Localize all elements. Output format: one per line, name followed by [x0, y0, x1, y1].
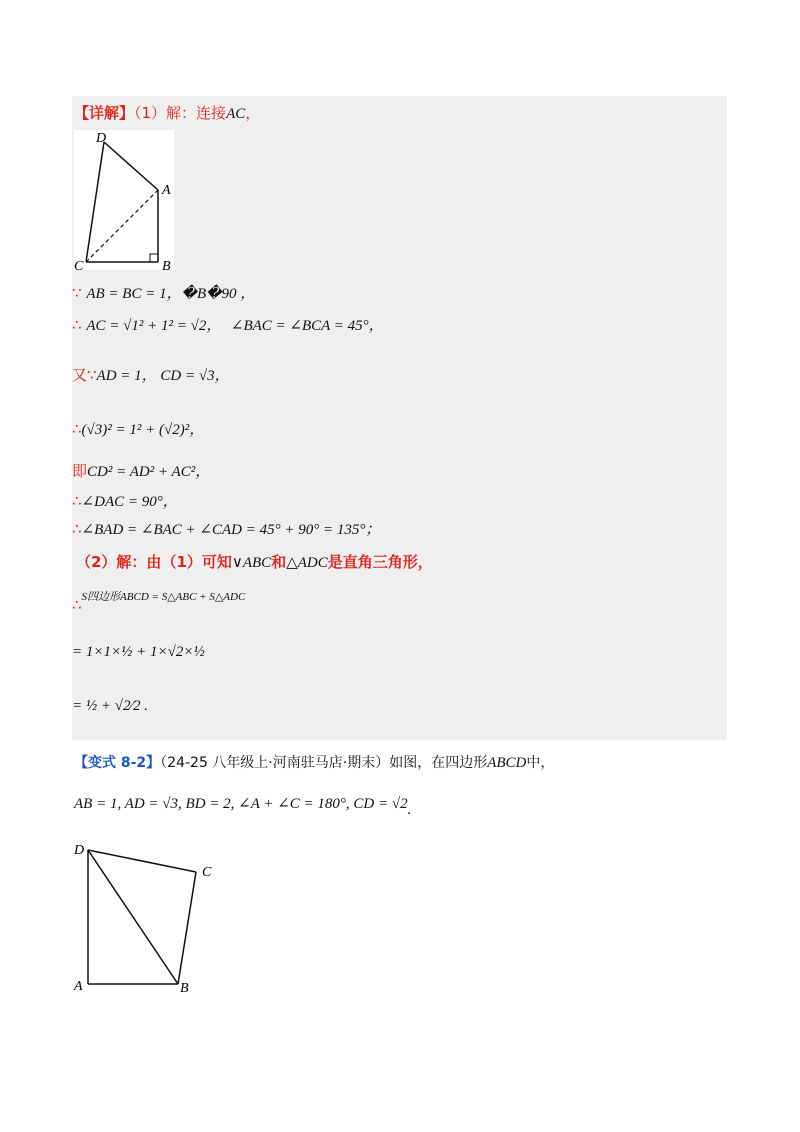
- fig1-label-a: A: [162, 183, 171, 198]
- comma: ，: [245, 104, 261, 122]
- line5-math: CD² = AD² + AC²，: [87, 464, 211, 480]
- part2-intro-line: [76, 551, 433, 572]
- variant-header-line: [74, 752, 554, 772]
- variant-end-dot: .: [407, 802, 412, 818]
- variant-conditions-line: [74, 794, 412, 818]
- solution-header-label: 【详解】: [74, 104, 135, 122]
- line-square-check: ∴(√3)² = 1² + (√2)²，: [72, 420, 205, 438]
- line4-math: (√3)² = 1² + (√2)²，: [81, 422, 205, 438]
- segment-ac: AC: [226, 106, 246, 122]
- line3-prefix: 又∵: [72, 366, 97, 384]
- part1-intro: （1）解：连接: [134, 104, 227, 122]
- fig1-label-c: C: [74, 259, 84, 270]
- part2-tri2: △ADC: [286, 555, 328, 571]
- line-angle-dac: ∴∠DAC = 90°，: [72, 492, 178, 510]
- line1-math: AB = BC = 1，�B�90 ，: [86, 286, 256, 302]
- variant-conditions: AB = 1, AD = √3, BD = 2, ∠A + ∠C = 180°, CD = √2: [74, 796, 408, 812]
- line-ad-cd: [72, 364, 230, 385]
- area-lhs: S四边形ABCD = S△ABC + S△ADC: [81, 591, 246, 603]
- area-result-line: [72, 696, 148, 715]
- variant-label: 【变式 8-2】: [74, 755, 161, 771]
- area-calc-line: [72, 642, 205, 661]
- fig2-label-c: C: [202, 865, 212, 880]
- line7-math: ∠BAD = ∠BAC + ∠CAD = 45° + 90° = 135°；: [81, 522, 381, 538]
- area-line3: = ½ + √2⁄2 .: [72, 698, 148, 714]
- part2-intro: （2）解：由（1）可知: [76, 553, 232, 571]
- line6-math: ∠DAC = 90°，: [81, 494, 178, 510]
- variant-quad: ABCD: [487, 755, 527, 771]
- line-pythagorean: [72, 460, 210, 481]
- line3-math: AD = 1， CD = √3，: [96, 368, 230, 384]
- fig1-label-b: B: [162, 259, 171, 270]
- solution-header-line: [74, 102, 260, 123]
- area-formula-line: ∴S四边形ABCD = S△ABC + S△ADC: [72, 591, 246, 614]
- fig2-label-a: A: [74, 979, 83, 994]
- line-ab-bc: ∵ AB = BC = 1，�B�90 ，: [72, 284, 256, 302]
- line-angle-bad: ∴∠BAD = ∠BAC + ∠CAD = 45° + 90° = 135°；: [72, 520, 381, 538]
- part2-and: 和: [271, 553, 287, 571]
- fig2-label-b: B: [180, 981, 189, 996]
- fig2-label-d: D: [74, 843, 85, 858]
- fig1-label-d: D: [96, 131, 107, 146]
- variant-source: （24-25 八年级上·河南驻马店·期末）如图，在四边形: [160, 755, 488, 771]
- solution-box: [72, 96, 727, 740]
- figure-quadrilateral-2: [72, 838, 222, 998]
- part2-tail: 是直角三角形，: [327, 553, 433, 571]
- line5-prefix: 即: [72, 462, 88, 480]
- line-ac-value: ∴ AC = √1² + 1² = √2， ∠BAC = ∠BCA = 45°，: [72, 316, 384, 334]
- part2-tri1: ∨ABC: [231, 555, 272, 571]
- variant-tail: 中，: [526, 755, 555, 771]
- figure-quadrilateral-1: [74, 130, 174, 270]
- line2-math-a: AC = √1² + 1² = √2，: [86, 318, 222, 334]
- line2-math-b: ∠BAC = ∠BCA = 45°，: [230, 318, 384, 334]
- area-line2: = 1×1×½ + 1×√2×½: [72, 644, 205, 660]
